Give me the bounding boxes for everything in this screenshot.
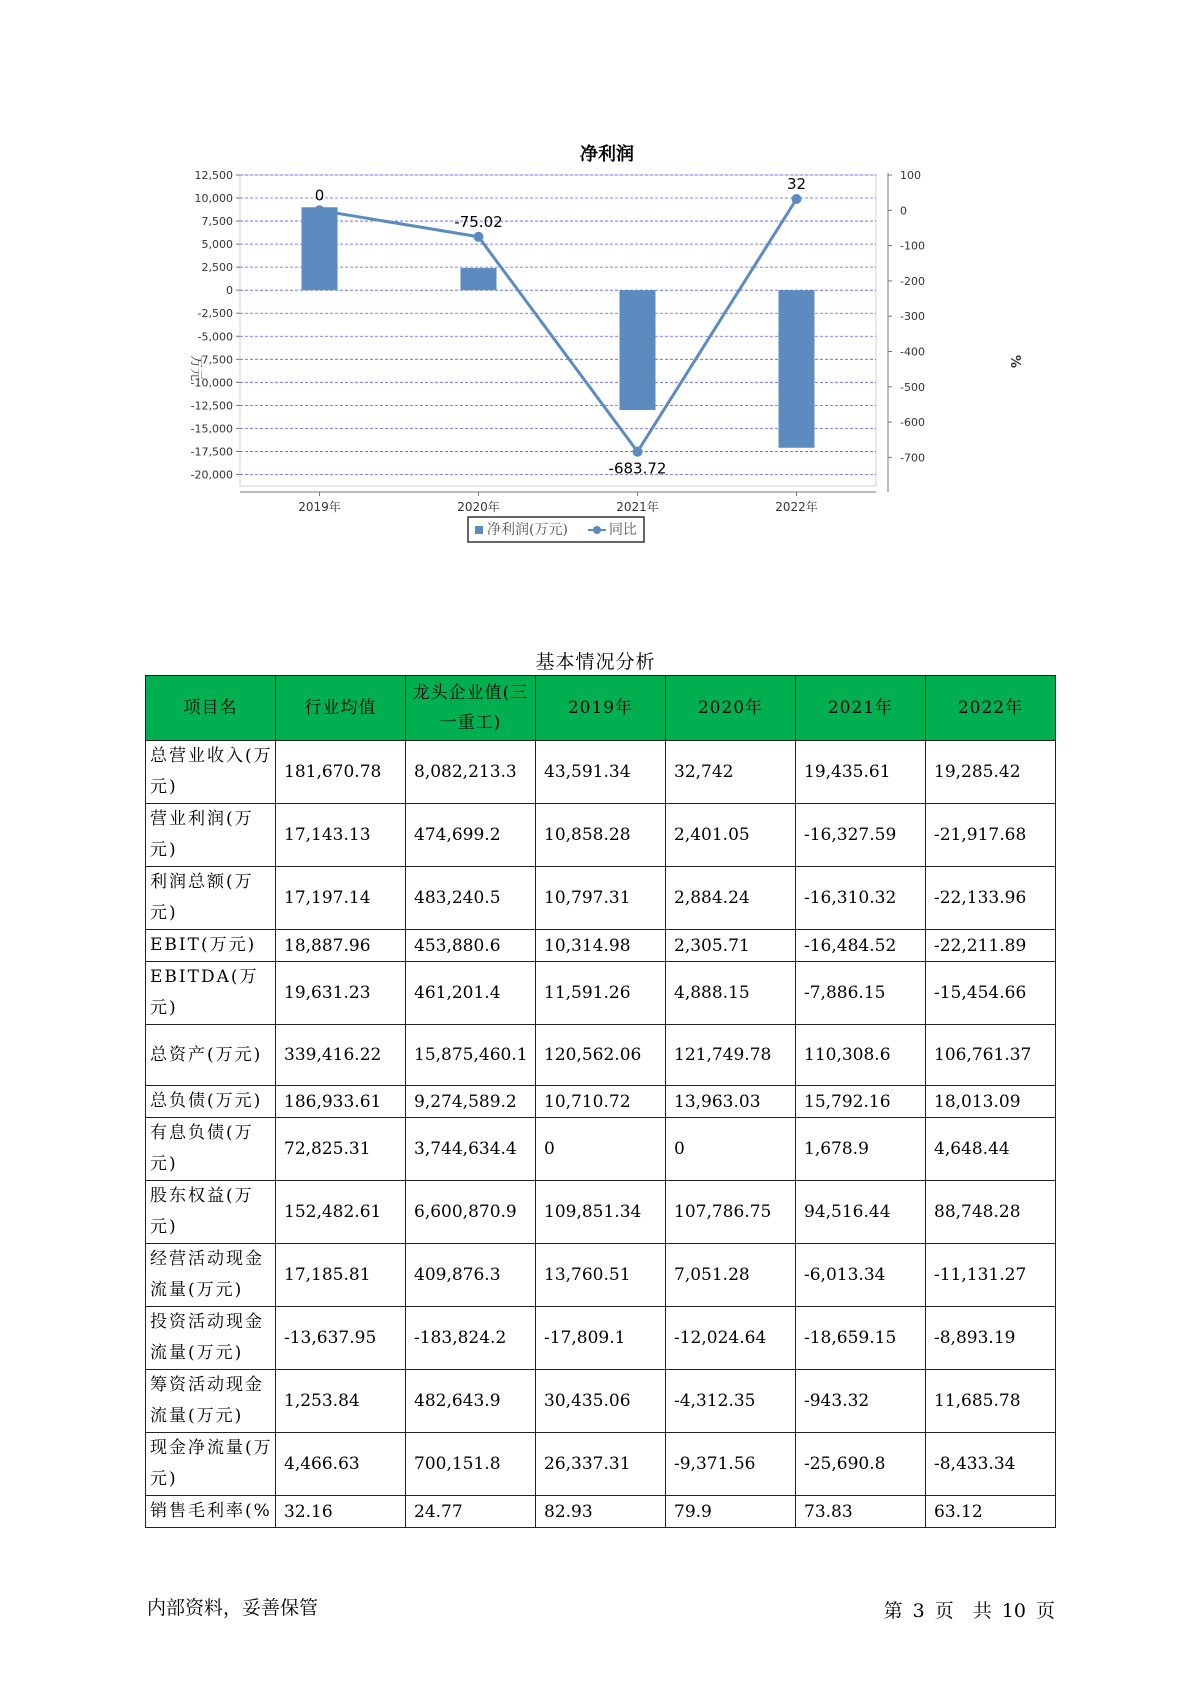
table-cell: -11,131.27	[926, 1244, 1056, 1307]
table-cell: 0	[536, 1118, 666, 1181]
x-tick-label: 2022年	[775, 500, 818, 514]
y2-tick-label: -500	[900, 380, 925, 394]
table-row	[146, 1025, 1056, 1086]
table-cell: 700,151.8	[406, 1433, 536, 1496]
row-label: 现金净流量(万元)	[146, 1433, 276, 1496]
legend-line-label: 同比	[609, 522, 637, 538]
row-label: EBIT(万元)	[146, 930, 276, 962]
y-tick-label: -12,500	[190, 399, 233, 413]
table-row	[146, 1244, 1056, 1307]
data-label: 32	[786, 175, 807, 194]
row-label: 总资产(万元)	[146, 1025, 276, 1086]
table-cell: -9,371.56	[666, 1433, 796, 1496]
table-cell: 19,435.61	[796, 741, 926, 804]
table-row	[146, 1181, 1056, 1244]
row-label: 利润总额(万元)	[146, 867, 276, 930]
y-tick-label: -15,000	[190, 422, 233, 436]
table-cell: -7,886.15	[796, 962, 926, 1025]
table-cell: -943.32	[796, 1370, 926, 1433]
y-axis-label-left: 万元	[188, 355, 203, 382]
table-cell: 474,699.2	[406, 804, 536, 867]
row-label: 销售毛利率(%	[146, 1496, 276, 1528]
table-cell: 409,876.3	[406, 1244, 536, 1307]
table-row	[146, 930, 1056, 962]
table-cell: 483,240.5	[406, 867, 536, 930]
table-row	[146, 1307, 1056, 1370]
line-point	[474, 232, 484, 242]
table-cell: 2,884.24	[666, 867, 796, 930]
row-label: 营业利润(万元)	[146, 804, 276, 867]
x-tick-label: 2021年	[616, 500, 659, 514]
x-axis	[240, 492, 876, 514]
table-cell: 10,797.31	[536, 867, 666, 930]
bar	[302, 207, 338, 290]
y2-tick-label: 100	[900, 169, 921, 182]
table-cell: 72,825.31	[276, 1118, 406, 1181]
line-series	[315, 175, 807, 478]
table-cell: 1,253.84	[276, 1370, 406, 1433]
y2-tick-label: -700	[900, 451, 925, 465]
y-tick-label: 5,000	[201, 238, 233, 252]
y2-tick-label: -400	[900, 345, 925, 359]
data-label: 0	[314, 186, 325, 205]
table-cell: 32,742	[666, 741, 796, 804]
y-tick-label: -17,500	[190, 445, 233, 459]
table-cell: -21,917.68	[926, 804, 1056, 867]
table-cell: 11,685.78	[926, 1370, 1056, 1433]
legend-line-marker	[593, 526, 601, 534]
table-cell: -25,690.8	[796, 1433, 926, 1496]
bar	[461, 268, 497, 290]
analysis-table	[145, 675, 1056, 1528]
chart-title: 净利润	[580, 144, 634, 165]
table-cell: 73.83	[796, 1496, 926, 1528]
table-cell: 2,305.71	[666, 930, 796, 962]
y2-tick-label: 0	[900, 204, 907, 218]
table-row	[146, 1370, 1056, 1433]
table-cell: 186,933.61	[276, 1086, 406, 1118]
table-cell: 11,591.26	[536, 962, 666, 1025]
table-cell: -8,893.19	[926, 1307, 1056, 1370]
table-cell: 19,285.42	[926, 741, 1056, 804]
y-tick-label: -2,500	[197, 307, 233, 321]
table-cell: -6,013.34	[796, 1244, 926, 1307]
column-header: 行业均值	[276, 676, 406, 741]
table-cell: 453,880.6	[406, 930, 536, 962]
table-cell: -13,637.95	[276, 1307, 406, 1370]
table-cell: 6,600,870.9	[406, 1181, 536, 1244]
table-cell: 482,643.9	[406, 1370, 536, 1433]
column-header: 2022年	[926, 676, 1056, 741]
y-axis-right	[888, 169, 925, 492]
table-cell: -12,024.64	[666, 1307, 796, 1370]
bar-series	[302, 207, 815, 448]
table-row	[146, 867, 1056, 930]
row-label: 股东权益(万元)	[146, 1181, 276, 1244]
table-cell: 121,749.78	[666, 1025, 796, 1086]
table-cell: 82.93	[536, 1496, 666, 1528]
table-cell: 32.16	[276, 1496, 406, 1528]
table-cell: 13,963.03	[666, 1086, 796, 1118]
footer-confidential: 内部资料，妥善保管	[147, 1597, 319, 1619]
table-cell: 7,051.28	[666, 1244, 796, 1307]
table-cell: -16,327.59	[796, 804, 926, 867]
line-point	[633, 447, 643, 457]
table-cell: 63.12	[926, 1496, 1056, 1528]
line-path	[320, 199, 797, 452]
table-row	[146, 962, 1056, 1025]
table-cell: 152,482.61	[276, 1181, 406, 1244]
row-label: 总负债(万元)	[146, 1086, 276, 1118]
table-cell: 13,760.51	[536, 1244, 666, 1307]
y-tick-label: -10,000	[190, 376, 233, 390]
y-tick-label: 7,500	[201, 215, 233, 229]
table-cell: -18,659.15	[796, 1307, 926, 1370]
row-label: 经营活动现金流量(万元)	[146, 1244, 276, 1307]
y2-tick-label: -600	[900, 416, 925, 430]
row-label: EBITDA(万元)	[146, 962, 276, 1025]
table-cell: 461,201.4	[406, 962, 536, 1025]
table-cell: -17,809.1	[536, 1307, 666, 1370]
table-cell: 339,416.22	[276, 1025, 406, 1086]
table-row	[146, 1496, 1056, 1528]
y2-tick-label: -100	[900, 239, 925, 253]
column-header: 2019年	[536, 676, 666, 741]
table-cell: 94,516.44	[796, 1181, 926, 1244]
table-cell: -22,133.96	[926, 867, 1056, 930]
table-cell: 120,562.06	[536, 1025, 666, 1086]
table-cell: 17,143.13	[276, 804, 406, 867]
table-row	[146, 1118, 1056, 1181]
table-cell: 17,185.81	[276, 1244, 406, 1307]
chart-legend	[468, 517, 644, 542]
table-cell: -16,484.52	[796, 930, 926, 962]
table-cell: 79.9	[666, 1496, 796, 1528]
table-row	[146, 1433, 1056, 1496]
table-cell: 10,710.72	[536, 1086, 666, 1118]
y-axis-left	[191, 169, 240, 481]
data-label: -683.72	[608, 459, 667, 478]
y-axis-label-right: %	[1007, 355, 1022, 369]
legend-bar-swatch	[475, 526, 483, 534]
bar	[620, 290, 656, 410]
y-tick-label: 12,500	[194, 169, 233, 182]
row-label: 投资活动现金流量(万元)	[146, 1307, 276, 1370]
table-cell: -15,454.66	[926, 962, 1056, 1025]
y-tick-label: -20,000	[190, 468, 233, 482]
column-header: 项目名	[146, 676, 276, 741]
table-cell: 10,314.98	[536, 930, 666, 962]
table-cell: 24.77	[406, 1496, 536, 1528]
table-cell: -8,433.34	[926, 1433, 1056, 1496]
table-cell: 18,887.96	[276, 930, 406, 962]
footer-page-number: 第 3 页 共 10 页	[883, 1600, 1055, 1622]
table-cell: 107,786.75	[666, 1181, 796, 1244]
table-cell: -22,211.89	[926, 930, 1056, 962]
legend-bar-label: 净利润(万元)	[487, 522, 568, 538]
column-header: 2020年	[666, 676, 796, 741]
table-cell: -16,310.32	[796, 867, 926, 930]
table-cell: 9,274,589.2	[406, 1086, 536, 1118]
data-label: -75.02	[454, 212, 503, 231]
y-tick-label: 2,500	[201, 261, 233, 275]
table-body	[146, 741, 1056, 1528]
row-label: 筹资活动现金流量(万元)	[146, 1370, 276, 1433]
row-label: 总营业收入(万元)	[146, 741, 276, 804]
table-cell: 15,792.16	[796, 1086, 926, 1118]
net-profit-chart	[170, 130, 1030, 610]
y-tick-label: -7,500	[197, 353, 233, 367]
table-cell: 106,761.37	[926, 1025, 1056, 1086]
table-cell: 0	[666, 1118, 796, 1181]
bar	[779, 290, 815, 448]
table-cell: 4,648.44	[926, 1118, 1056, 1181]
table-header	[146, 676, 1056, 741]
table-cell: 4,888.15	[666, 962, 796, 1025]
table-cell: 1,678.9	[796, 1118, 926, 1181]
table-cell: 26,337.31	[536, 1433, 666, 1496]
table-cell: -4,312.35	[666, 1370, 796, 1433]
column-header: 龙头企业值(三一重工)	[406, 676, 536, 741]
row-label: 有息负债(万元)	[146, 1118, 276, 1181]
table-cell: 4,466.63	[276, 1433, 406, 1496]
table-cell: 2,401.05	[666, 804, 796, 867]
table-cell: 18,013.09	[926, 1086, 1056, 1118]
table-cell: 17,197.14	[276, 867, 406, 930]
table-cell: 30,435.06	[536, 1370, 666, 1433]
table-cell: 10,858.28	[536, 804, 666, 867]
table-cell: 15,875,460.1	[406, 1025, 536, 1086]
table-cell: 43,591.34	[536, 741, 666, 804]
line-point	[315, 205, 325, 215]
table-cell: 8,082,213.3	[406, 741, 536, 804]
table-title: 基本情况分析	[535, 651, 656, 673]
table-row	[146, 1086, 1056, 1118]
y-tick-label: 10,000	[194, 192, 233, 206]
y2-tick-label: -200	[900, 274, 925, 288]
x-tick-label: 2019年	[298, 500, 341, 514]
line-point	[792, 194, 802, 204]
table-row	[146, 741, 1056, 804]
y-tick-label: 0	[226, 284, 233, 298]
table-cell: 3,744,634.4	[406, 1118, 536, 1181]
y2-tick-label: -300	[900, 310, 925, 324]
table-cell: 181,670.78	[276, 741, 406, 804]
table-cell: -183,824.2	[406, 1307, 536, 1370]
table-row	[146, 804, 1056, 867]
table-cell: 88,748.28	[926, 1181, 1056, 1244]
table-cell: 110,308.6	[796, 1025, 926, 1086]
y-tick-label: -5,000	[197, 330, 233, 344]
table-cell: 19,631.23	[276, 962, 406, 1025]
column-header: 2021年	[796, 676, 926, 741]
x-tick-label: 2020年	[457, 500, 500, 514]
table-cell: 109,851.34	[536, 1181, 666, 1244]
